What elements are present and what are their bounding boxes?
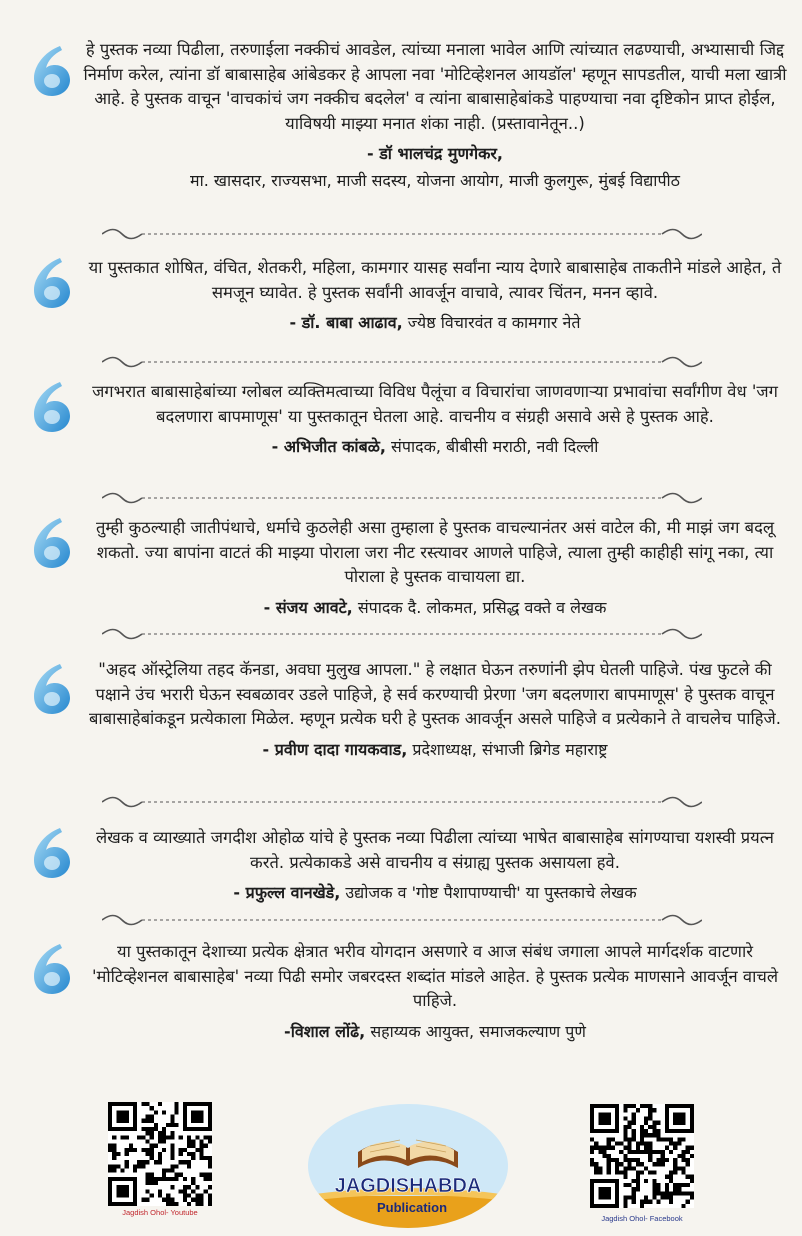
ornament-divider-icon (102, 792, 702, 812)
logo-subtitle: Publication (376, 1200, 448, 1215)
quote-mark-icon (30, 942, 74, 996)
youtube-qr-caption: Jagdish Ohol- Youtube (122, 1208, 198, 1217)
testimonial-author-role: उद्योजक व 'गोष्ट पैशापाण्याची' या पुस्तकाचे लेखक (345, 883, 637, 902)
publisher-logo (300, 1096, 516, 1228)
testimonial-author: - डॉ भालचंद्र मुणगेकर, (366, 144, 503, 163)
facebook-qr-caption: Jagdish Ohol- Facebook (601, 1214, 683, 1223)
ornament-divider-icon (102, 910, 702, 930)
testimonial-text: हे पुस्तक नव्या पिढीला, तरुणाईला नक्कीचं आवडेल, त्यांच्या मनाला भावेल आणि त्यांच्यात लढण्याची, अभ्यासाची जिद्द निर्माण करेल, त्यांना डॉ बाबासाहेब आंबेडकर हे आपला नवा 'मोटिव्हेशनल आयडॉल' म्हणून सापडतील, याची मला खात्री आहे. हे पुस्तक वाचून 'वाचकांचं जग नक्कीच बदलेल' व त्यांना बाबासाहेबांकडे पाहण्याचा नवा दृष्टिकोन प्राप्त होईल, याविषयी माझ्या मनात शंका नाही. (प्रस्तावानेतून..) (83, 40, 787, 133)
quote-mark-icon (30, 826, 74, 880)
testimonial-author: -विशाल लोंढे, (284, 1021, 366, 1041)
testimonial-text: या पुस्तकात शोषित, वंचित, शेतकरी, महिला, कामगार यासह सर्वांना न्याय देणारे बाबासाहेब ताकतीने मांडले आहेत, ते समजून घ्यावेत. हे पुस्तक सर्वांनी आवर्जून वाचावे, त्यावर चिंतन, मनन व्हावे. (88, 258, 782, 302)
testimonial-author-role: प्रदेशाध्यक्ष, संभाजी ब्रिगेड महाराष्ट्र (412, 739, 608, 759)
testimonial-text: या पुस्तकातून देशाच्या प्रत्येक क्षेत्रात भरीव योगदान असणारे व आज संबंध जगाला आपले मार्गदर्शक वाटणारे 'मोटिव्हेशनल बाबासाहेब' नव्या पिढी समोर जबरदस्त शब्दांत मांडले आहेत. हे पुस्तक प्रत्येक माणसाने आवर्जून वाचले पाहिजे. (91, 942, 779, 1010)
testimonial-author: - संजय आवटे, (263, 597, 353, 617)
testimonial-author-role: संपादक, बीबीसी मराठी, नवी दिल्ली (391, 437, 599, 456)
ornament-divider-icon (102, 624, 702, 644)
testimonial-text: "अहद ऑस्ट्रेलिया तहद कॅनडा, अवघा मुलुख आपला." हे लक्षात घेऊन तरुणांनी झेप घेतली पाहिजे. पंख फुटले की पक्षाने उंच भरारी घेऊन स्वबळावर उडले पाहिजे, हे सर्व करण्याची प्रेरणा 'जग बदलणारा बापमाणूस' हे पुस्तक वाचून बाबासाहेबांकडून प्रत्येकाला मिळेल. म्हणून प्रत्येक घरी हे पुस्तक आवर्जून असले पाहिजे व प्रत्येकाने ते वाचलेच पाहिजे. (88, 660, 781, 728)
testimonial-author: - अभिजीत कांबळे, (271, 437, 386, 456)
testimonial-author-role: सहाय्यक आयुक्त, समाजकल्याण पुणे (370, 1021, 586, 1041)
quote-mark-icon (30, 516, 74, 570)
testimonial-text: लेखक व व्याख्याते जगदीश ओहोळ यांचे हे पुस्तक नव्या पिढीला त्यांच्या भाषेत बाबासाहेब सांगण्याचा यशस्वी प्रयत्न करते. प्रत्येकाकडे असे वाचनीय व संग्राह्य पुस्तक असायला हवे. (96, 828, 774, 872)
testimonial-author-role: संपादक दै. लोकमत, प्रसिद्ध वक्ते व लेखक (357, 597, 607, 617)
logo-title: JAGDISHABDA (334, 1175, 482, 1197)
testimonial-text: तुम्ही कुठल्याही जातीपंथाचे, धर्माचे कुठलेही असा तुम्हाला हे पुस्तक वाचल्यानंतर असं वाटेल की, मी माझं जग बदलू शकतो. ज्या बापांना वाटतं की माझ्या पोराला जरा नीट रस्त्यावर आणले पाहिजे, त्याला तुम्ही काहीही सांगू नका, त्या पोराला हे पुस्तक वाचायला द्या. (95, 518, 775, 586)
testimonial-author: - प्रफुल्ल वानखेडे, (233, 883, 341, 902)
qr-code-icon[interactable] (590, 1104, 694, 1208)
testimonial-author-role: मा. खासदार, राज्यसभा, माजी सदस्य, योजना आयोग, माजी कुलगुरू, मुंबई विद्यापीठ (190, 170, 680, 190)
testimonial-author-role: ज्येष्ठ विचारवंत व कामगार नेते (407, 313, 581, 332)
qr-code-icon[interactable] (108, 1102, 212, 1206)
testimonial-author: - डॉ. बाबा आढाव, (289, 313, 403, 332)
ornament-divider-icon (102, 352, 702, 372)
ornament-divider-icon (102, 224, 702, 244)
ornament-divider-icon (102, 488, 702, 508)
testimonial-text: जगभरात बाबासाहेबांच्या ग्लोबल व्यक्तिमत्वाच्या विविध पैलूंचा व विचारांचा जाणवणाऱ्या प्रभावांचा सर्वांगीण वेध 'जग बदलणारा बापमाणूस' या पुस्तकातून घेतला आहे. वाचनीय व संग्रही असावे असे हे पुस्तक आहे. (92, 382, 778, 426)
footer (0, 1090, 802, 1236)
quote-mark-icon (30, 44, 74, 98)
testimonial-author: - प्रवीण दादा गायकवाड, (262, 739, 408, 759)
quote-mark-icon (30, 662, 74, 716)
quote-mark-icon (30, 256, 74, 310)
quote-mark-icon (30, 380, 74, 434)
